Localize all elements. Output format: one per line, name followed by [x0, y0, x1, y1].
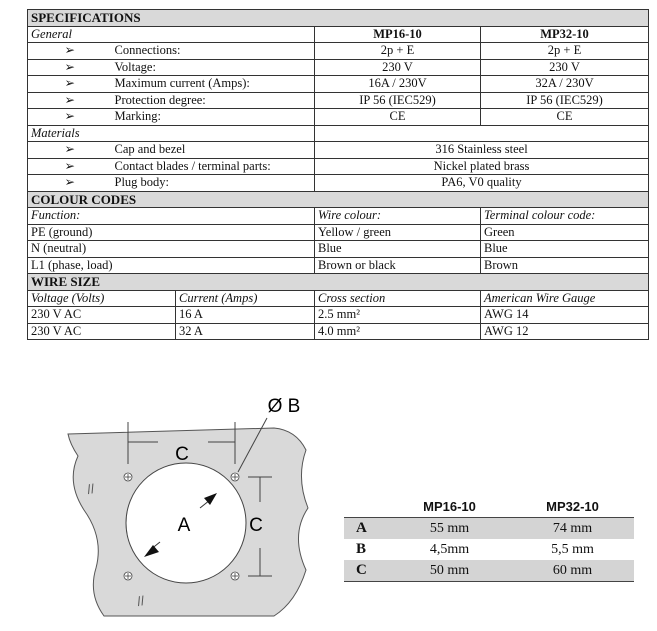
specifications-heading: SPECIFICATIONS — [28, 10, 649, 27]
materials-label: Materials — [28, 125, 315, 142]
dims-header-mp16: MP16-10 — [388, 496, 511, 518]
colour-row: N (neutral) Blue Blue — [28, 241, 649, 258]
hatch-mark: // — [135, 592, 146, 609]
dims-row: B 4,5mm 5,5 mm — [356, 541, 594, 557]
label-c-right: C — [249, 515, 263, 536]
dims-row: C 50 mm 60 mm — [344, 560, 634, 582]
spec-row: ➢ Marking: CE CE — [28, 109, 649, 126]
dimensions-table — [344, 496, 634, 582]
model-header-mp32: MP32-10 — [481, 26, 649, 43]
spec-row: ➢ Maximum current (Amps): 16A / 230V 32A / 230V — [28, 76, 649, 93]
colour-row: L1 (phase, load) Brown or black Brown — [28, 257, 649, 274]
bullet-arrow-icon: ➢ — [28, 109, 112, 126]
wire-size-heading: WIRE SIZE — [28, 274, 649, 291]
colour-codes-heading: COLOUR CODES — [28, 191, 649, 208]
label-a: A — [177, 515, 191, 536]
model-header-mp16: MP16-10 — [315, 26, 481, 43]
bullet-arrow-icon: ➢ — [28, 158, 112, 175]
wire-row: 230 V AC 16 A 2.5 mm² AWG 14 — [28, 307, 649, 324]
wire-row: 230 V AC 32 A 4.0 mm² AWG 12 — [28, 323, 649, 340]
dims-row: A 55 mm 74 mm — [344, 518, 634, 540]
bullet-arrow-icon: ➢ — [28, 142, 112, 159]
bullet-arrow-icon: ➢ — [28, 43, 112, 60]
material-row: ➢ Contact blades / terminal parts: Nickel plated brass — [28, 158, 649, 175]
spec-row: ➢ Voltage: 230 V 230 V — [28, 59, 649, 76]
material-row: ➢ Cap and bezel 316 Stainless steel — [28, 142, 649, 159]
spec-row: ➢ Protection degree: IP 56 (IEC529) IP 56 (IEC529) — [28, 92, 649, 109]
bullet-arrow-icon: ➢ — [28, 76, 112, 93]
bullet-arrow-icon: ➢ — [28, 92, 112, 109]
bullet-arrow-icon: ➢ — [28, 175, 112, 192]
specifications-table: SPECIFICATIONS General MP16-10 MP32-10 ➢ Connections: 2p + E 2p + E ➢ Voltage: 230 V 230 V ➢ Maximum current (Amps): 16A / 230V 32A / 230V ➢ Protection degree: IP 56 (IEC529) IP 56 (IEC529) ➢ Marking: CE CE Materials ➢ Cap and bezel 316 Stainless steel ➢ Contact blades / terminal parts: Nickel plated brass ➢ Plug body: PA6, V0 quality COLOUR CODES Function: Wire colour: Terminal colour code: PE (ground) Yellow / green Green N (neutral) Blue Blue L1 (phase, load) Brown or black Brown WIRE SIZE Voltage (Volts) Current (Amps) Cross section American Wire Gauge 230 V AC 16 A 2.5 mm² AWG 14 230 V AC 32 A 4.0 mm² AWG 12 — [27, 9, 649, 340]
dims-header-mp32: MP32-10 — [511, 496, 634, 518]
material-row: ➢ Plug body: PA6, V0 quality — [28, 175, 649, 192]
general-label: General — [28, 26, 315, 43]
hatch-mark: // — [85, 480, 96, 497]
colour-row: PE (ground) Yellow / green Green — [28, 224, 649, 241]
cutout-drawing — [60, 390, 330, 626]
spec-row: ➢ Connections: 2p + E 2p + E — [28, 43, 649, 60]
label-diameter-b: Ø B — [267, 396, 301, 417]
label-c-top: C — [175, 444, 189, 465]
bullet-arrow-icon: ➢ — [28, 59, 112, 76]
